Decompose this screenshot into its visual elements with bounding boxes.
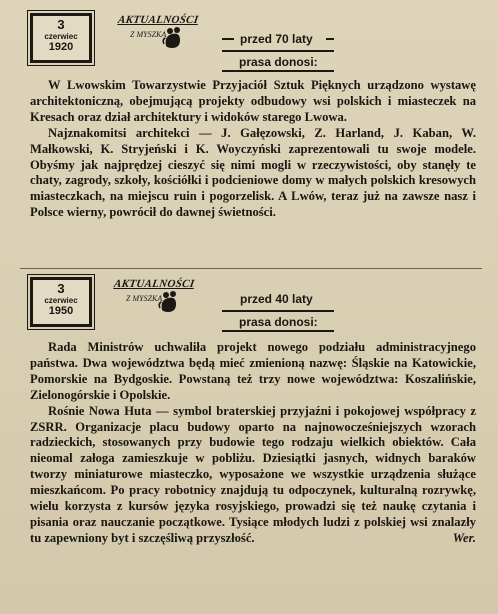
logo-line1: AKTUALNOŚCI [113,278,196,290]
logo-line1: AKTUALNOŚCI [117,14,200,26]
date-month: czerwiec [44,296,78,305]
article-text [30,340,476,547]
date-box [30,13,92,63]
date-box [30,277,92,327]
header-line1: przed 40 laty [240,292,313,306]
section-1920 [0,0,498,268]
signature: Wer. [452,530,476,545]
article-text [30,78,476,221]
mouse-icon [158,290,180,314]
logo-line2: Z MYSZKĄ [126,294,163,303]
paragraph: Rada Ministrów uchwaliła projekt nowego podziału administracyjnego państwa. Dwa województwa będą mieć zmienioną nazwę: Śląskie na Katowickie, Pomorskie na Bydgoskie. Powstaną też trzy nowe województwa: Koszalińskie, Zielonogórskie i Opolskie. [30,340,476,402]
column-logo [113,278,196,318]
logo-line2: Z MYSZKĄ [130,30,167,39]
date-year: 1920 [48,41,74,53]
section-1950 [0,268,498,614]
column-logo [117,14,200,54]
paragraph-text: Rośnie Nowa Huta — symbol braterskiej przyjaźni i pokojowej współpracy z ZSRR. Organizacje placu budowy oparto na najnowocześniejszych wzorach radzieckich, stosowanych przy budowie tego rodzaju wielkich obiektów. Cała nieomal załoga zamieszkuje w pobliżu. Dziesiątki jasnych, widnych baraków tworzy miniaturowe miasteczko, wyposażone we wszystkie urządzenia służące mieszkańcom. Po pracy robotnicy znajdują tu odpoczynek, kulturalną rozrywkę, wielu korzysta z kursów języka rosyjskiego, prowadzi się też naukę czytania i pisania oraz nauczanie początkowe. Tysiące młodych ludzi z polskiej wsi znalazły tu zapewniony byt i szczęśliwą przyszłość. [30,403,476,545]
date-year: 1950 [48,305,74,317]
header-line2: prasa donosi: [239,55,318,69]
date-day: 3 [57,17,65,32]
header-line2: prasa donosi: [239,315,318,329]
mouse-icon [162,26,184,50]
paragraph: Najznakomitsi architekci — J. Gałęzowski, Z. Harland, J. Kaban, W. Małkowski, K. Stryjeński i K. Woyczyński zaprezentowali tu swoje modele. Obyśmy jak najprędzej cieszyć się nimi mogli w rzeczywistości, oby stanęły te chaty, zagrody, szkoły, kościółki i podcieniowe domy w małych polskich kresowych miasteczkach, na miejscu ruin i pogorzelisk. A Lwów, teraz już na zawsze nasz i Polsce wierny, powrócił do dawnej świetności. [30,125,476,220]
paragraph [30,404,476,547]
paragraph: W Lwowskim Towarzystwie Przyjaciół Sztuk Pięknych urządzono wystawę architektoniczną, obejmującą projekty odbudowy wsi polskich i miasteczek na Kresach oraz dział architektury i widoków starego Lwowa. [30,78,476,124]
header-line1: przed 70 laty [240,32,313,46]
date-day: 3 [57,281,65,296]
header-box [222,32,334,69]
date-month: czerwiec [44,32,78,41]
header-box [222,292,334,329]
